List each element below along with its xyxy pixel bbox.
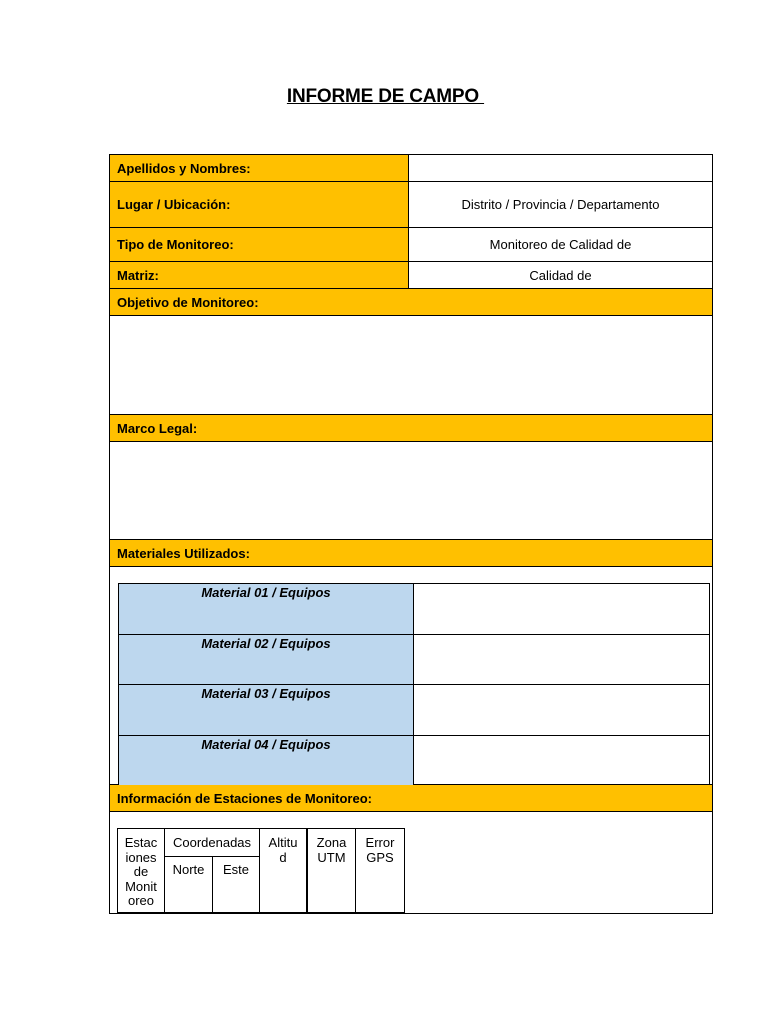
material-label: Material 02 / Equipos [119,635,414,685]
stations-table [117,828,405,913]
objetivo-header: Objetivo de Monitoreo: [110,289,712,316]
stations-header-line: Monit [125,878,157,894]
lugar-label: Lugar / Ubicación: [110,182,409,227]
material-row [119,685,709,736]
row-apellidos [110,155,712,182]
matriz-label: Matriz: [110,262,409,288]
stations-header-line: iones [125,849,157,865]
stations-header-line: Estac [124,835,158,850]
altitude-column-header [260,829,308,912]
gps-error-column-header [356,829,404,912]
utm-zone-header-line: UTM [317,849,346,865]
material-row [119,635,709,686]
utm-zone-column-header [308,829,356,912]
estaciones-header: Información de Estaciones de Monitoreo: [110,785,712,812]
material-label: Material 04 / Equipos [119,736,414,785]
gps-error-header-line: Error [365,835,395,850]
materiales-header: Materiales Utilizados: [110,540,712,567]
field-report-form [109,154,713,914]
material-value-field[interactable] [414,635,709,685]
marco-legal-text-area[interactable] [110,442,712,540]
utm-zone-header-line: Zona [316,835,347,850]
east-column-header: Este [213,857,260,912]
row-tipo-monitoreo [110,228,712,262]
north-column-header: Norte [165,857,213,912]
altitude-header-line: Altitu [268,835,298,850]
document-title-text: INFORME DE CAMPO [286,86,485,107]
material-label: Material 01 / Equipos [119,584,414,634]
marco-legal-header: Marco Legal: [110,415,712,442]
objetivo-text-area[interactable] [110,316,712,415]
material-row [119,584,709,635]
materials-table [118,583,710,786]
row-lugar [110,182,712,228]
tipo-monitoreo-label: Tipo de Monitoreo: [110,228,409,261]
matriz-field[interactable]: Calidad de [529,267,592,283]
lugar-field[interactable]: Distrito / Provincia / Departamento [461,197,660,212]
row-matriz [110,262,712,289]
document-title [0,86,768,108]
material-row [119,736,709,785]
altitude-header-line: d [279,849,287,865]
stations-column-header [118,829,165,912]
material-value-field[interactable] [414,736,709,785]
material-value-field[interactable] [414,685,709,735]
coordinates-column-header: Coordenadas [165,829,260,857]
stations-header-line: oreo [127,893,155,908]
stations-header-line: de [133,864,149,879]
apellidos-label: Apellidos y Nombres: [110,155,409,181]
material-label: Material 03 / Equipos [119,685,414,735]
material-value-field[interactable] [414,584,709,634]
apellidos-field[interactable] [409,155,712,181]
gps-error-header-line: GPS [366,849,394,865]
tipo-monitoreo-field[interactable]: Monitoreo de Calidad de [489,237,632,252]
